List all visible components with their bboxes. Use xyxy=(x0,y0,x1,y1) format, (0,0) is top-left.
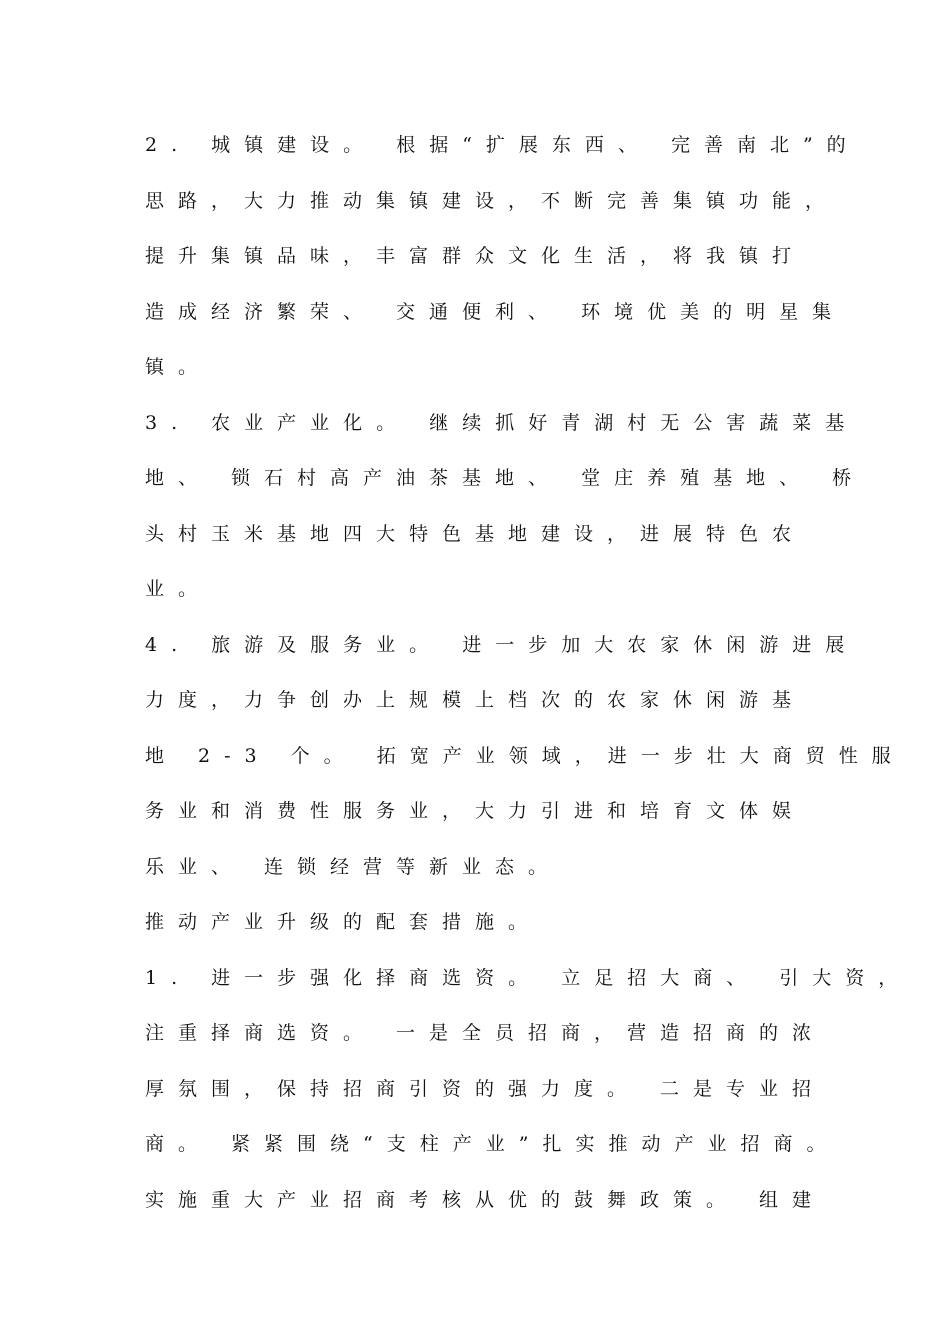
text-line: 乐业、 连锁经营等新业态。 xyxy=(145,855,562,878)
text-line: 造成经济繁荣、 交通便利、 环境优美的明星集 xyxy=(145,300,846,323)
text-line: 地、 锁石村高产油茶基地、 堂庄养殖基地、 桥 xyxy=(145,467,866,489)
text-line: 2. 城镇建设。 根据“扩展东西、 完善南北”的 xyxy=(145,134,860,156)
text-line: 地 2-3 个。 拓宽产业领域，进一步壮大商贸性服 xyxy=(145,744,905,767)
text-line: 注重择商选资。 一是全员招商，营造招商的浓 xyxy=(145,1022,826,1044)
text-line: 厚氛围，保持招商引资的强力度。 二是专业招 xyxy=(145,1077,826,1100)
text-line: 头村玉米基地四大特色基地建设，进展特色农 xyxy=(145,522,806,545)
text-line: 商。 紧紧围绕“支柱产业”扎实推动产业招商。 xyxy=(145,1133,840,1155)
text-line: 推动产业升级的配套措施。 xyxy=(145,911,542,933)
text-line: 镇。 xyxy=(145,356,212,378)
text-line: 力度，力争创办上规模上档次的农家休闲游基 xyxy=(145,689,806,711)
text-line: 务业和消费性服务业，大力引进和培育文体娱 xyxy=(145,800,806,822)
text-line: 实施重大产业招商考核从优的鼓舞政策。 组建 xyxy=(145,1188,826,1211)
document-body xyxy=(145,127,912,1237)
text-line: 思路，大力推动集镇建设，不断完善集镇功能， xyxy=(145,189,839,212)
text-line: 1. 进一步强化择商选资。 立足招大商、 引大资， xyxy=(145,966,912,989)
text-line: 业。 xyxy=(145,578,212,600)
text-line: 3. 农业产业化。 继续抓好青湖村无公害蔬菜基 xyxy=(145,411,859,434)
text-line: 提升集镇品味，丰富群众文化生活，将我镇打 xyxy=(145,245,806,267)
text-line: 4. 旅游及服务业。 进一步加大农家休闲游进展 xyxy=(145,633,859,656)
